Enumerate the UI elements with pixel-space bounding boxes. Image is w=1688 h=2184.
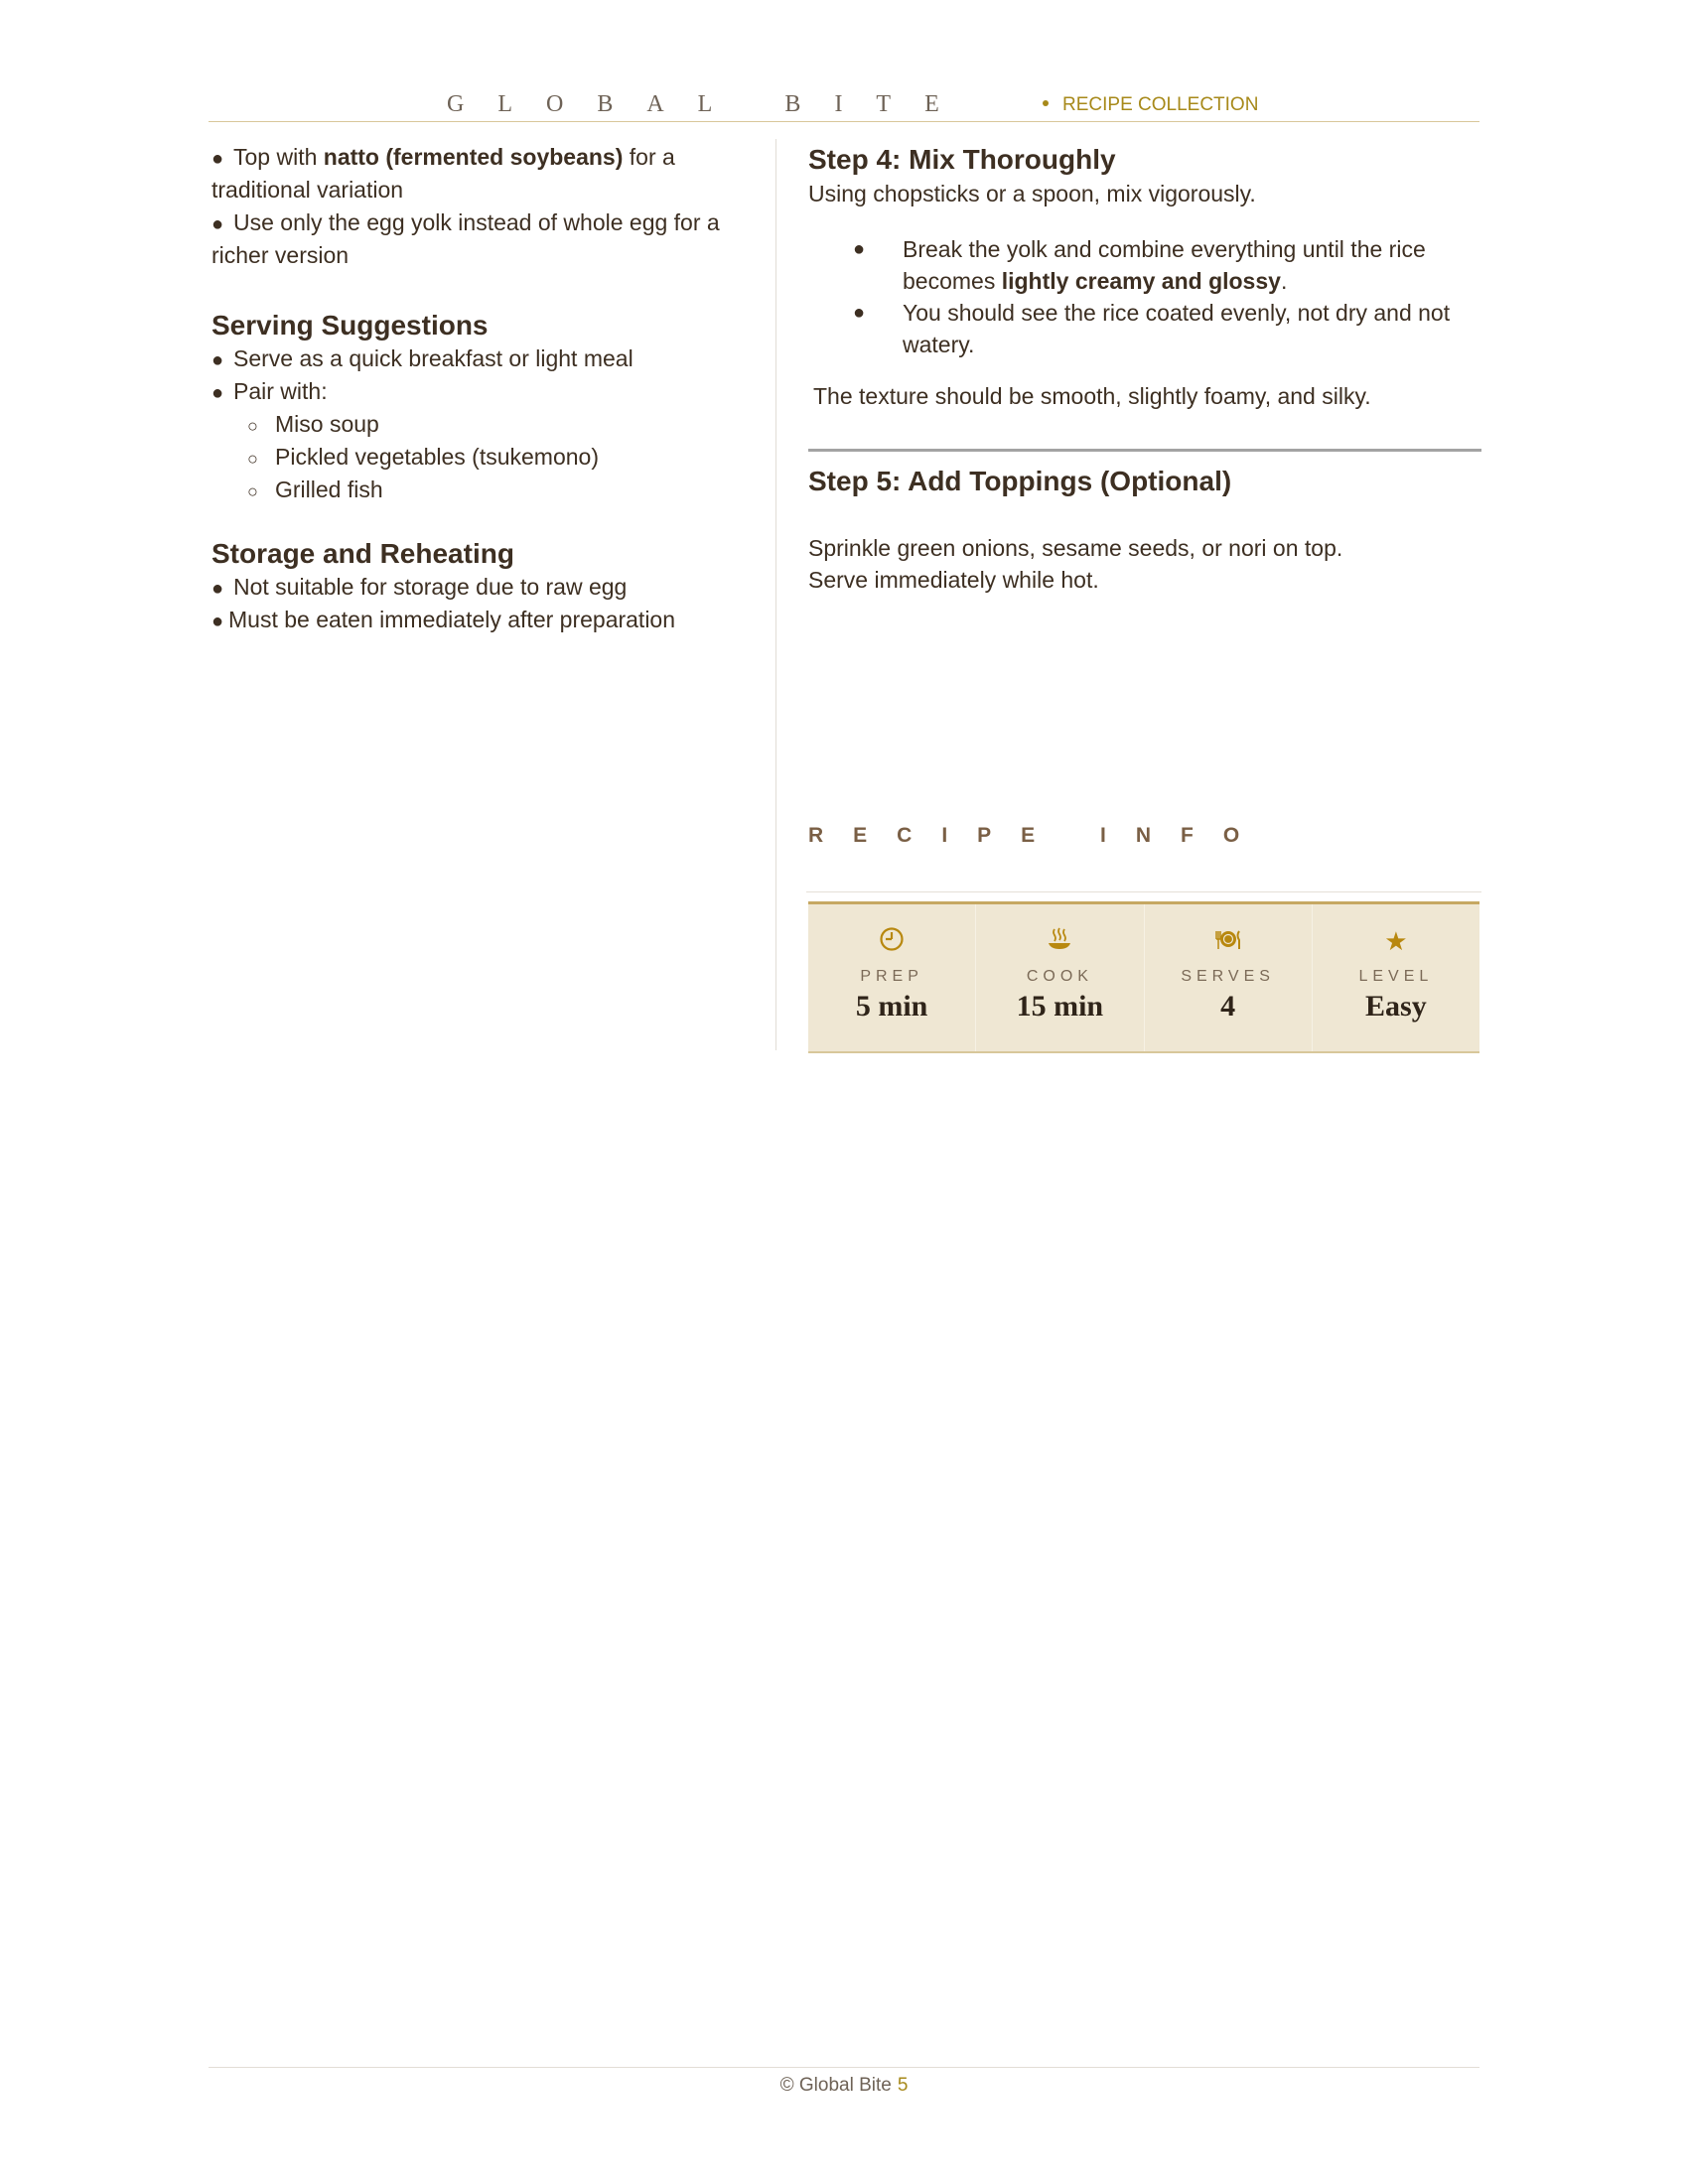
page-footer <box>0 2075 1688 2097</box>
list-item: ● You should see the rice coated evenly, not dry and not watery. <box>808 297 1483 360</box>
column-divider <box>775 139 776 1050</box>
step-4-heading: Step 4: Mix Thoroughly <box>808 144 1116 175</box>
circle-bullet-icon: ○ <box>247 449 258 469</box>
collection-label <box>1043 94 1258 116</box>
section-heading-serving: Serving Suggestions <box>211 310 489 341</box>
info-cell-prep <box>808 904 975 1051</box>
copyright: © Global Bite <box>779 2075 892 2096</box>
info-cell-serves <box>1144 904 1312 1051</box>
brand-name: GLOBAL BITE <box>447 91 973 117</box>
steaming-dish-icon <box>976 926 1143 956</box>
list-item: ● Not suitable for storage due to raw egg <box>211 572 753 605</box>
variation-item: ● Top with natto (fermented soybeans) for a traditional variation <box>211 144 675 203</box>
bullet-icon: ● <box>853 302 866 324</box>
info-label: PREP <box>860 968 923 985</box>
circle-bullet-icon: ○ <box>247 416 258 436</box>
bullet-icon: ● <box>211 382 224 404</box>
info-cell-level <box>1312 904 1479 1051</box>
recipe-info-rule <box>806 891 1481 892</box>
step-5-line: Serve immediately while hot. <box>808 567 1099 593</box>
step-4-intro: Using chopsticks or a spoon, mix vigorously. <box>808 181 1256 206</box>
step-5-heading: Step 5: Add Toppings (Optional) <box>808 466 1232 496</box>
star-icon: ★ <box>1384 926 1408 956</box>
right-column <box>808 142 1483 596</box>
sub-list-item: ○ Pickled vegetables (tsukemono) <box>211 442 753 475</box>
footer-rule <box>209 2067 1479 2068</box>
bullet-icon: ● <box>211 148 224 170</box>
bullet-icon: ● <box>211 213 224 235</box>
step-divider <box>808 449 1481 452</box>
circle-bullet-icon: ○ <box>247 481 258 501</box>
info-value: 5 min <box>855 990 928 1023</box>
bullet-dot-icon <box>1043 100 1049 106</box>
page-header <box>209 87 1479 122</box>
left-column <box>211 142 753 637</box>
info-value: 15 min <box>1016 990 1104 1023</box>
collection-text: RECIPE COLLECTION <box>1062 94 1259 115</box>
bullet-icon: ● <box>211 611 224 632</box>
info-value: 4 <box>1220 990 1236 1023</box>
section-heading-storage: Storage and Reheating <box>211 538 514 569</box>
recipe-info-box <box>808 901 1479 1053</box>
info-value: Easy <box>1365 990 1427 1023</box>
plate-cutlery-icon <box>1145 926 1312 956</box>
page-number: 5 <box>897 2075 909 2096</box>
bullet-icon: ● <box>211 578 224 600</box>
list-item: ● Pair with: <box>211 376 753 409</box>
step-5-line: Sprinkle green onions, sesame seeds, or nori on top. <box>808 535 1343 561</box>
info-label: COOK <box>1026 968 1093 985</box>
info-label: SERVES <box>1181 968 1275 985</box>
list-item: ● Must be eaten immediately after preparation <box>211 605 753 637</box>
sub-list-item: ○ Miso soup <box>211 409 753 442</box>
info-label: LEVEL <box>1358 968 1434 985</box>
step-4-list <box>808 233 1483 360</box>
step-4-note: The texture should be smooth, slightly foamy, and silky. <box>813 383 1371 409</box>
list-item: ● Break the yolk and combine everything until the rice becomes lightly creamy and glossy. <box>808 233 1483 297</box>
list-item: ● Serve as a quick breakfast or light meal <box>211 343 753 376</box>
info-cell-cook <box>975 904 1143 1051</box>
bullet-icon: ● <box>853 238 866 260</box>
clock-icon <box>808 926 975 956</box>
sub-list-item: ○ Grilled fish <box>211 475 753 507</box>
recipe-info-label: RECIPE INFO <box>808 824 1270 847</box>
bullet-icon: ● <box>211 349 224 371</box>
variation-item: ● Use only the egg yolk instead of whole egg for a richer version <box>211 209 720 268</box>
